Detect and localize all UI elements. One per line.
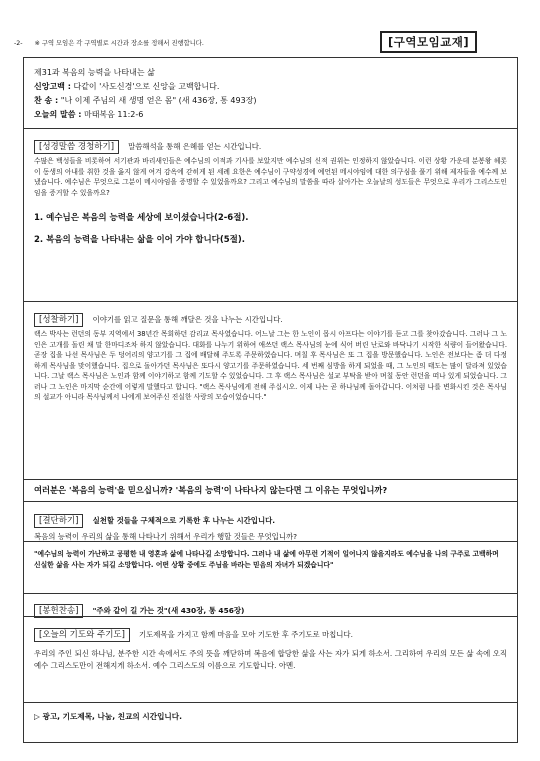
hymn-row bbox=[34, 94, 507, 108]
divider-8 bbox=[24, 702, 517, 703]
share-heading bbox=[34, 307, 507, 327]
divider-1 bbox=[24, 128, 517, 129]
divider-7 bbox=[24, 616, 517, 617]
share-question: 여러분은 '복음의 능력'을 믿으십니까? '복음의 능력'이 나타나지 않는다면 그 이유는 무엇입니까? bbox=[34, 485, 388, 495]
prayer-label: [오늘의 기도와 주기도] bbox=[34, 628, 130, 642]
header-badge: [구역모임교재] bbox=[380, 31, 477, 53]
closing-note: ▷ 광고, 기도제목, 나눔, 친교의 시간입니다. bbox=[34, 712, 182, 721]
explanation-intro: 말씀해석을 통해 은혜를 얻는 시간입니다. bbox=[128, 142, 262, 151]
lesson-title: 제31과 복음의 능력을 나타내는 삶 bbox=[34, 68, 155, 77]
decision-quote: "예수님의 능력이 가난하고 공평한 내 영혼과 삶에 나타나길 소망합니다. 그러나 내 삶에 아무런 기적이 일어나지 않을지라도 예수님을 나의 구주로 고백하며 신실한 삶을 사는 자가 되길 소망합니다. 어떤 상황 중에도 주님을 바라는 믿음의 자녀가 되겠습니다" bbox=[34, 550, 499, 569]
word-label: 오늘의 말씀 : bbox=[34, 110, 82, 119]
divider-2 bbox=[24, 301, 517, 302]
decision-label: [결단하기] bbox=[34, 514, 83, 528]
offering-label: [봉헌찬송] bbox=[34, 604, 83, 618]
divider-6 bbox=[24, 593, 517, 594]
explanation-label: [성경말씀 경청하기] bbox=[34, 140, 119, 154]
decision-heading bbox=[34, 508, 507, 528]
explanation-body: 수많은 백성들을 비롯하여 서기관과 바리새인들은 예수님의 이적과 기사를 보았지만 예수님의 신적 권위는 인정하지 않았습니다. 이런 상황 가운데 분봉왕 헤롯이 동생의 아내를 취한 것을 옳지 않게 여겨 감옥에 갇히게 된 세례 요한은 예수님이 구약성경에 예언된 메시야임에 대한 의구심을 풀기 위해 제자들을 예수께 보냈습니다. 예수님은 무엇으로 그분이 메시야임을 증명할 수 있었을까요? 그리고 예수님의 말씀을 따라 살아가는 오늘날의 성도들은 무엇으로 우리가 그리스도인임을 증거할 수 있을까요? bbox=[34, 157, 507, 197]
lesson-header bbox=[34, 66, 507, 122]
share-label: [성찰하기] bbox=[34, 313, 83, 327]
top-note-line bbox=[14, 38, 204, 47]
divider-5 bbox=[24, 541, 517, 542]
decision-section bbox=[34, 508, 507, 543]
word-row bbox=[34, 108, 507, 122]
prayer-section bbox=[34, 622, 507, 672]
hymn-label: 찬 송 : bbox=[34, 96, 59, 105]
creed-text: 다같이 '사도신경'으로 신앙을 고백합니다. bbox=[73, 82, 220, 91]
prayer-heading bbox=[34, 622, 507, 642]
creed-label: 신앙고백 : bbox=[34, 82, 71, 91]
creed-row bbox=[34, 80, 507, 94]
decision-intro: 실천할 것들을 구체적으로 기록한 후 나누는 시간입니다. bbox=[92, 516, 276, 525]
point-1: 1. 예수님은 복음의 능력을 세상에 보이셨습니다(2-6절). bbox=[34, 213, 249, 223]
lesson-frame bbox=[23, 57, 518, 743]
lesson-content bbox=[34, 66, 507, 734]
divider-4 bbox=[24, 501, 517, 502]
point-2: 2. 복음의 능력을 나타내는 삶을 이어 가야 합니다(5절). bbox=[34, 235, 245, 245]
prayer-body: 우리의 주인 되신 하나님, 분주한 시간 속에서도 주의 뜻을 깨닫하며 복음에 합당한 삶을 사는 자가 되게 하소서. 그리하여 우리의 모든 삶 속에 오직 예수 그리스도만이 전해지게 하소서. 예수 그리스도의 이름으로 기도합니다. 아멘. bbox=[34, 649, 507, 670]
explanation-section bbox=[34, 134, 507, 246]
offering-section bbox=[34, 598, 507, 618]
prayer-intro: 기도제목을 가지고 함께 마음을 모아 기도한 후 주기도로 마칩니다. bbox=[139, 630, 353, 639]
page-number: -2- bbox=[14, 40, 23, 47]
explanation-heading bbox=[34, 134, 507, 154]
page-note: ※ 구역 모임은 각 구역별로 시간과 장소를 정해서 진행합니다. bbox=[34, 40, 204, 47]
hymn-text: "나 이제 주님의 새 생명 얻은 몸" (새 436장, 통 493장) bbox=[60, 96, 257, 105]
share-intro: 이야기를 읽고 질문을 통해 깨달은 것을 나누는 시간입니다. bbox=[92, 315, 283, 324]
decision-question: 복음의 능력이 우리의 삶을 통해 나타나기 위해서 우리가 행할 것들은 무엇입니까? bbox=[34, 532, 298, 541]
share-body: 랙스 박사는 런던의 동부 지역에서 38년간 목회하던 감리교 목사였습니다. 어느날 그는 한 노인이 몹시 아프다는 이야기를 듣고 그를 찾아갔습니다. 그러나 그 노인은 고개를 돌린 채 말 한마디조차 하지 않았습니다. 대화를 나누기 위하여 애쓰던 랙스 목사님의 눈에 식어 버린 난로와 바닥나기 시작한 식량이 들어왔습니다. 곧장 집을 나선 목사님은 두 덩어리의 양고기를 그 집에 배달해 주도록 주문하였습니다. 며칠 후 목사님은 또 그 집을 방문했습니다. 노인은 전보다는 좀 더 다정하게 목사님을 맞이했습니다. 집으로 돌아가던 목사님은 또다시 양고기를 주문하였습니다. 세 번째 심방을 하게 되었을 때, 그 노인의 태도는 많이 달라져 있었습니다. 그날 랙스 목사님은 노인과 함께 이야기하고 함께 기도할 수 있었습니다. 그 후 랙스 목사님은 설교 부탁을 받아 며칠 동안 런던을 떠나 있게 되었습니다. 그러나 그 노인은 마지막 순간에 이렇게 말했다고 합니다. "랙스 목사님에게 전해 주십시오. 이제 나는 곧 하나님께 돌아갑니다. 이처럼 나를 변화시킨 것은 목사님의 설교가 아니라 목사님께서 나에게 보여주신 진실한 사랑의 모습이었습니다." bbox=[34, 330, 507, 401]
share-section bbox=[34, 307, 507, 403]
offering-text: "주와 같이 길 가는 것"(새 430장, 통 456장) bbox=[92, 606, 245, 615]
divider-3 bbox=[24, 479, 517, 480]
word-text: 마태복음 11:2-6 bbox=[83, 110, 144, 119]
